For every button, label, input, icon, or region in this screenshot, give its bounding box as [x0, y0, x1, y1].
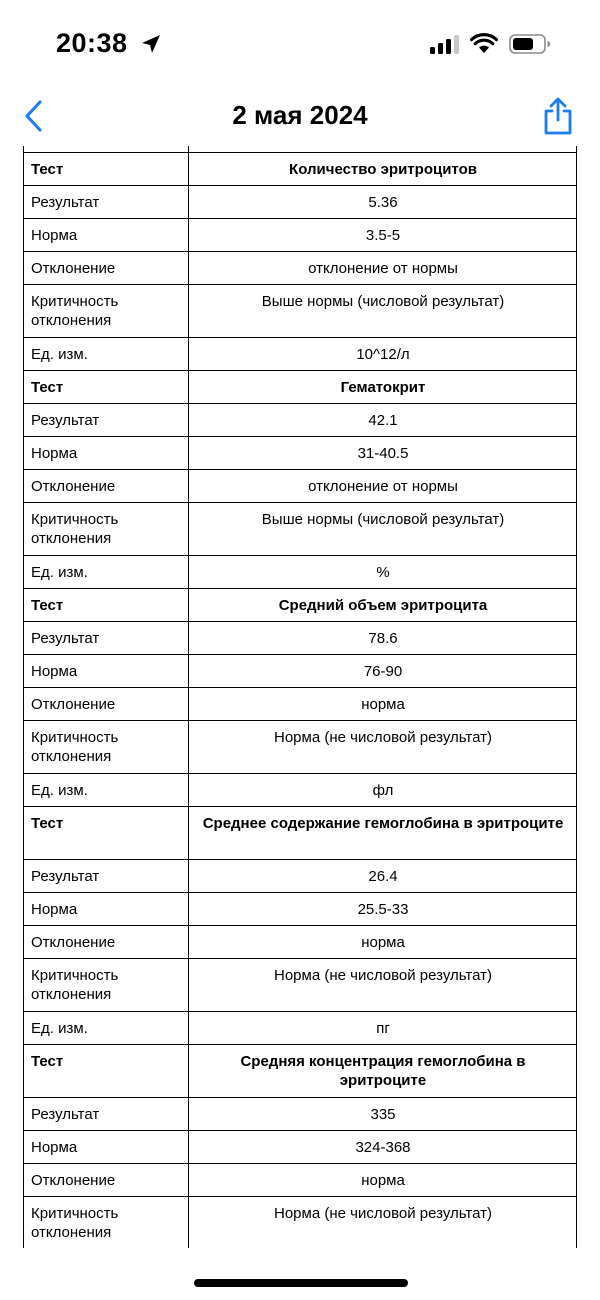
- test-header-row: [24, 807, 577, 860]
- row-value: норма: [189, 688, 577, 721]
- row-label: Результат: [24, 404, 189, 437]
- row-value: 31-40.5: [189, 437, 577, 470]
- row-label: Тест: [24, 1045, 189, 1098]
- table-row: [24, 437, 577, 470]
- row-label: Тест: [24, 371, 189, 404]
- row-label: Критичность отклонения: [24, 503, 189, 556]
- row-label: Отклонение: [24, 470, 189, 503]
- report-content[interactable]: [0, 146, 600, 1248]
- row-value: 3.5-5: [189, 219, 577, 252]
- status-time: 20:38: [56, 28, 128, 58]
- test-header-row: [24, 371, 577, 404]
- status-bar: [0, 0, 600, 90]
- row-value: Норма (не числовой результат): [189, 959, 577, 1012]
- page-title: 2 мая 2024: [232, 100, 368, 130]
- table-row: [24, 219, 577, 252]
- row-label: Тест: [24, 589, 189, 622]
- row-value: Норма (не числовой результат): [189, 1197, 577, 1249]
- table-row: [24, 860, 577, 893]
- battery-icon: [509, 34, 551, 54]
- row-value: отклонение от нормы: [189, 470, 577, 503]
- row-value: Выше нормы (числовой результат): [189, 285, 577, 338]
- row-value: 25.5-33: [189, 893, 577, 926]
- table-row: [24, 285, 577, 338]
- row-value: отклонение от нормы: [189, 252, 577, 285]
- test-header-row: [24, 589, 577, 622]
- row-value: норма: [189, 926, 577, 959]
- row-value: Количество эритроцитов: [189, 153, 577, 186]
- lab-results-table: [23, 146, 577, 1248]
- table-row: [24, 252, 577, 285]
- row-value: 78.6: [189, 622, 577, 655]
- nav-bar: [0, 90, 600, 146]
- table-row: [24, 1012, 577, 1045]
- row-label: Ед. изм.: [24, 1012, 189, 1045]
- row-value: 5.36: [189, 186, 577, 219]
- table-row: [24, 1098, 577, 1131]
- home-indicator[interactable]: [194, 1279, 408, 1287]
- row-value: %: [189, 556, 577, 589]
- row-label: Критичность отклонения: [24, 959, 189, 1012]
- row-label: Норма: [24, 893, 189, 926]
- location-arrow-icon: [140, 33, 162, 55]
- row-value: пг: [189, 1012, 577, 1045]
- row-label: Результат: [24, 186, 189, 219]
- row-value: Средняя концентрация гемоглобина в эритроците: [189, 1045, 577, 1098]
- table-row: [24, 926, 577, 959]
- row-label: Отклонение: [24, 252, 189, 285]
- share-icon[interactable]: [541, 96, 575, 136]
- table-row: [24, 503, 577, 556]
- table-row: [24, 470, 577, 503]
- row-value: 76-90: [189, 655, 577, 688]
- wifi-icon: [470, 32, 498, 54]
- table-row: [24, 1164, 577, 1197]
- row-label: Норма: [24, 219, 189, 252]
- row-value: 42.1: [189, 404, 577, 437]
- row-label: Норма: [24, 437, 189, 470]
- table-row: [24, 622, 577, 655]
- row-value: Норма (не числовой результат): [189, 721, 577, 774]
- row-label: Тест: [24, 807, 189, 860]
- table-row: [24, 721, 577, 774]
- row-value: норма: [189, 1164, 577, 1197]
- row-label: Норма: [24, 655, 189, 688]
- row-value: Гематокрит: [189, 371, 577, 404]
- table-row: [24, 688, 577, 721]
- row-label: Критичность отклонения: [24, 721, 189, 774]
- row-label: Отклонение: [24, 926, 189, 959]
- row-value: 324-368: [189, 1131, 577, 1164]
- row-value: фл: [189, 774, 577, 807]
- table-row: [24, 655, 577, 688]
- table-row: [24, 774, 577, 807]
- table-row: [24, 959, 577, 1012]
- table-row: [24, 556, 577, 589]
- table-row: [24, 893, 577, 926]
- signal-icon: [428, 34, 462, 54]
- row-value: Выше нормы (числовой результат): [189, 503, 577, 556]
- table-row: [24, 404, 577, 437]
- test-header-row: [24, 1045, 577, 1098]
- row-label: Результат: [24, 622, 189, 655]
- test-header-row: [24, 153, 577, 186]
- table-row: [24, 338, 577, 371]
- row-label: Результат: [24, 1098, 189, 1131]
- row-value: Средний объем эритроцита: [189, 589, 577, 622]
- row-label: Отклонение: [24, 1164, 189, 1197]
- row-value: 10^12/л: [189, 338, 577, 371]
- row-label: Ед. изм.: [24, 556, 189, 589]
- row-label: Критичность отклонения: [24, 1197, 189, 1249]
- row-label: Отклонение: [24, 688, 189, 721]
- table-row: [24, 1131, 577, 1164]
- row-value: Среднее содержание гемоглобина в эритроците: [189, 807, 577, 860]
- row-label: Ед. изм.: [24, 774, 189, 807]
- table-row: [24, 1197, 577, 1249]
- row-value: 26.4: [189, 860, 577, 893]
- row-label: Тест: [24, 153, 189, 186]
- row-label: Ед. изм.: [24, 338, 189, 371]
- row-value: 335: [189, 1098, 577, 1131]
- row-label: Результат: [24, 860, 189, 893]
- table-row: [24, 186, 577, 219]
- row-label: Норма: [24, 1131, 189, 1164]
- row-label: Критичность отклонения: [24, 285, 189, 338]
